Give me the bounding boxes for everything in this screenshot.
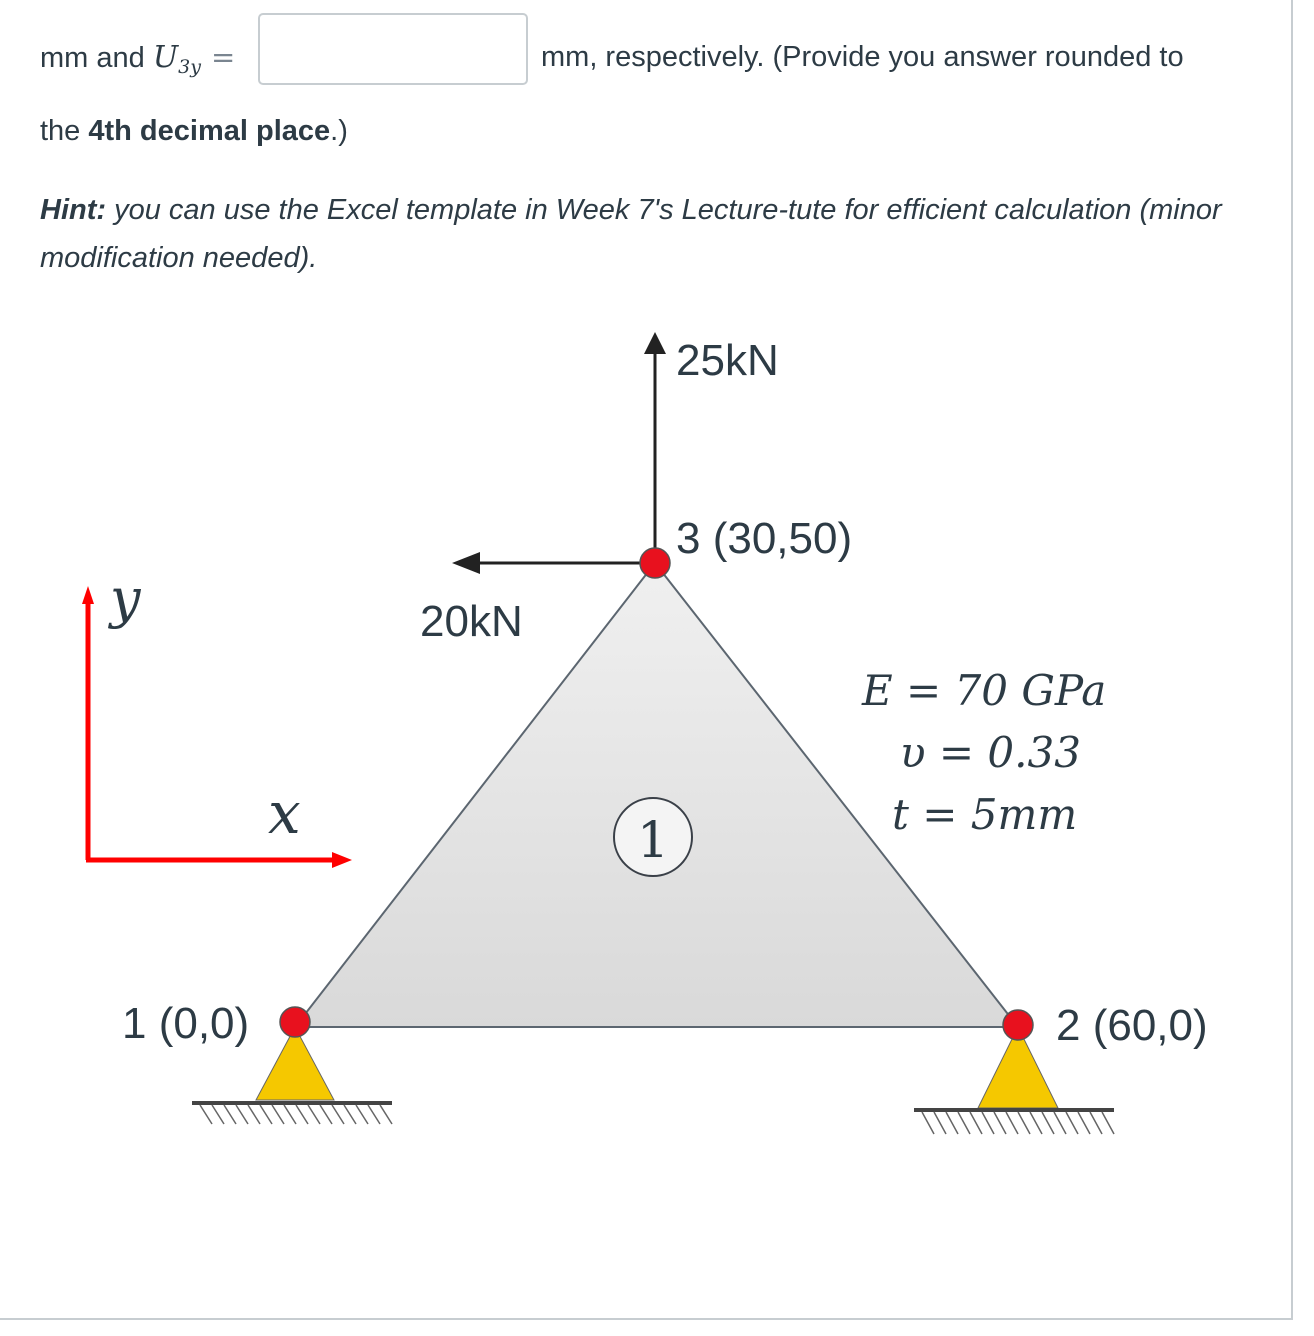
y-axis-arrowhead [82,586,94,604]
node-2-marker [1003,1010,1033,1040]
load-horizontal-arrowhead [452,552,480,574]
property-thickness: t = 5mm [892,790,1078,839]
node-2-label: 2 (60,0) [1056,1001,1208,1050]
load-vertical-label: 25kN [676,336,779,385]
load-horizontal-label: 20kN [420,597,523,646]
support-2-hatch [922,1112,1114,1134]
property-youngs-modulus: E = 70 GPa [862,666,1107,715]
load-horizontal [452,552,655,574]
support-1-hatch [200,1105,392,1124]
panel-bottom-border [0,1318,1293,1320]
line1-prefix: mm and [40,42,145,74]
panel-right-border [1291,0,1293,1320]
x-axis-arrowhead [332,852,352,868]
element-number: 1 [637,811,669,869]
variable-u3y: $U_{3y}$ [152,40,201,78]
hint-body: you can use the Excel template in Week 7's Lecture-tute for efficient calculation (minor modification needed). [40,194,1222,274]
hint-label: Hint: [40,194,107,226]
rounding-emphasis: 4th decimal place [88,115,331,147]
node-3-marker [640,548,670,578]
line1-suffix: mm, respectively. (Provide you answer rounded to [541,41,1184,73]
y-axis-label: y [110,567,141,630]
node-3-label: 3 (30,50) [676,514,853,563]
support-1-triangle [256,1027,334,1100]
x-axis-label: x [268,779,301,847]
node-1-marker [280,1007,310,1037]
equals-sign: = [210,40,236,74]
node-1-label: 1 (0,0) [122,999,250,1048]
question-line-2: the 4th decimal place.) [40,115,348,147]
load-vertical [644,332,666,563]
property-poisson-ratio: υ = 0.33 [900,728,1081,777]
coordinate-axes [82,567,352,868]
load-vertical-arrowhead [644,332,666,354]
